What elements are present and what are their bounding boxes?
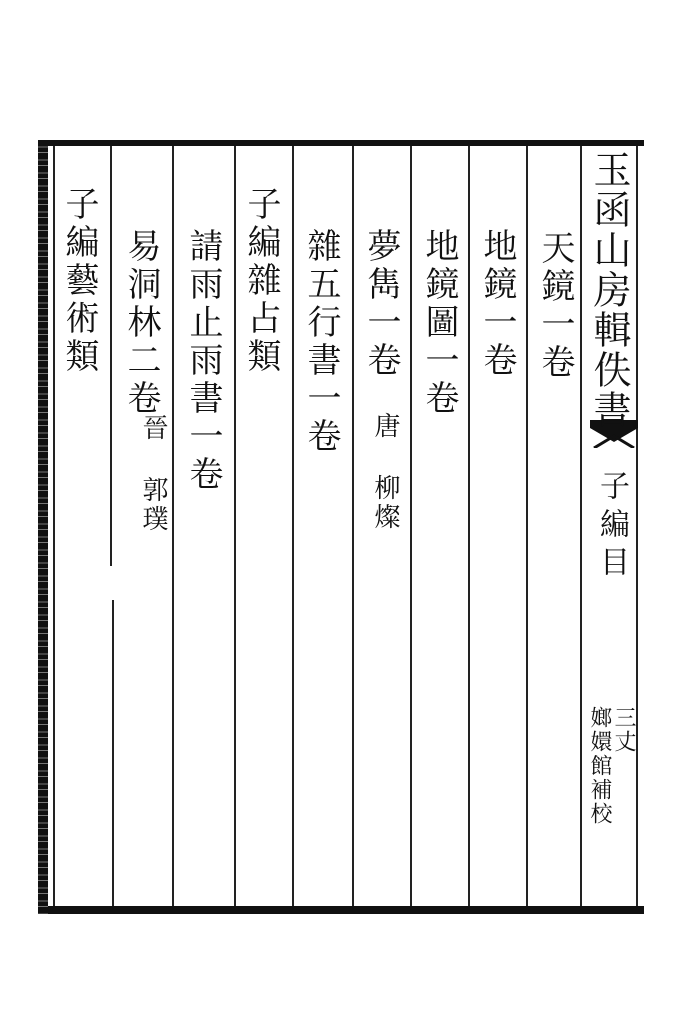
fold-line-left bbox=[580, 146, 582, 906]
fold-section-label: 子編目 bbox=[594, 470, 629, 584]
column-rule bbox=[292, 146, 294, 906]
column-rule bbox=[468, 146, 470, 906]
column-rule bbox=[172, 146, 174, 906]
category-heading: 子編雜占類 bbox=[241, 186, 281, 376]
entry-author: 唐 柳燦 bbox=[370, 412, 400, 532]
entry-title: 夢雋一卷 bbox=[361, 228, 401, 380]
fold-line-right bbox=[636, 146, 638, 906]
category-heading: 子編藝術類 bbox=[59, 186, 99, 376]
column-rule bbox=[410, 146, 412, 906]
column-rule bbox=[110, 146, 112, 566]
book-title: 玉函山房輯佚書 bbox=[587, 150, 631, 430]
column-rule bbox=[352, 146, 354, 906]
frame-bottom-border bbox=[38, 906, 644, 914]
entry-title: 易洞林二卷 bbox=[121, 228, 161, 418]
fold-footer-page: 三丈 bbox=[611, 706, 636, 754]
frame-left-border bbox=[38, 140, 48, 914]
entry-title: 地鏡圖一卷 bbox=[419, 228, 459, 418]
entry-title: 地鏡一卷 bbox=[477, 228, 517, 380]
frame-top-border bbox=[38, 140, 644, 146]
column-rule bbox=[234, 146, 236, 906]
frame-left-inner-line bbox=[53, 146, 55, 906]
entry-author: 晉 郭璞 bbox=[138, 414, 168, 534]
fold-footer-publisher: 嫏嬛館補校 bbox=[587, 706, 612, 826]
column-rule bbox=[526, 146, 528, 906]
column-rule bbox=[112, 600, 114, 906]
entry-title: 雜五行書一卷 bbox=[301, 228, 341, 456]
entry-title: 請雨止雨書一卷 bbox=[183, 228, 223, 494]
entry-title: 天鏡一卷 bbox=[535, 230, 575, 382]
